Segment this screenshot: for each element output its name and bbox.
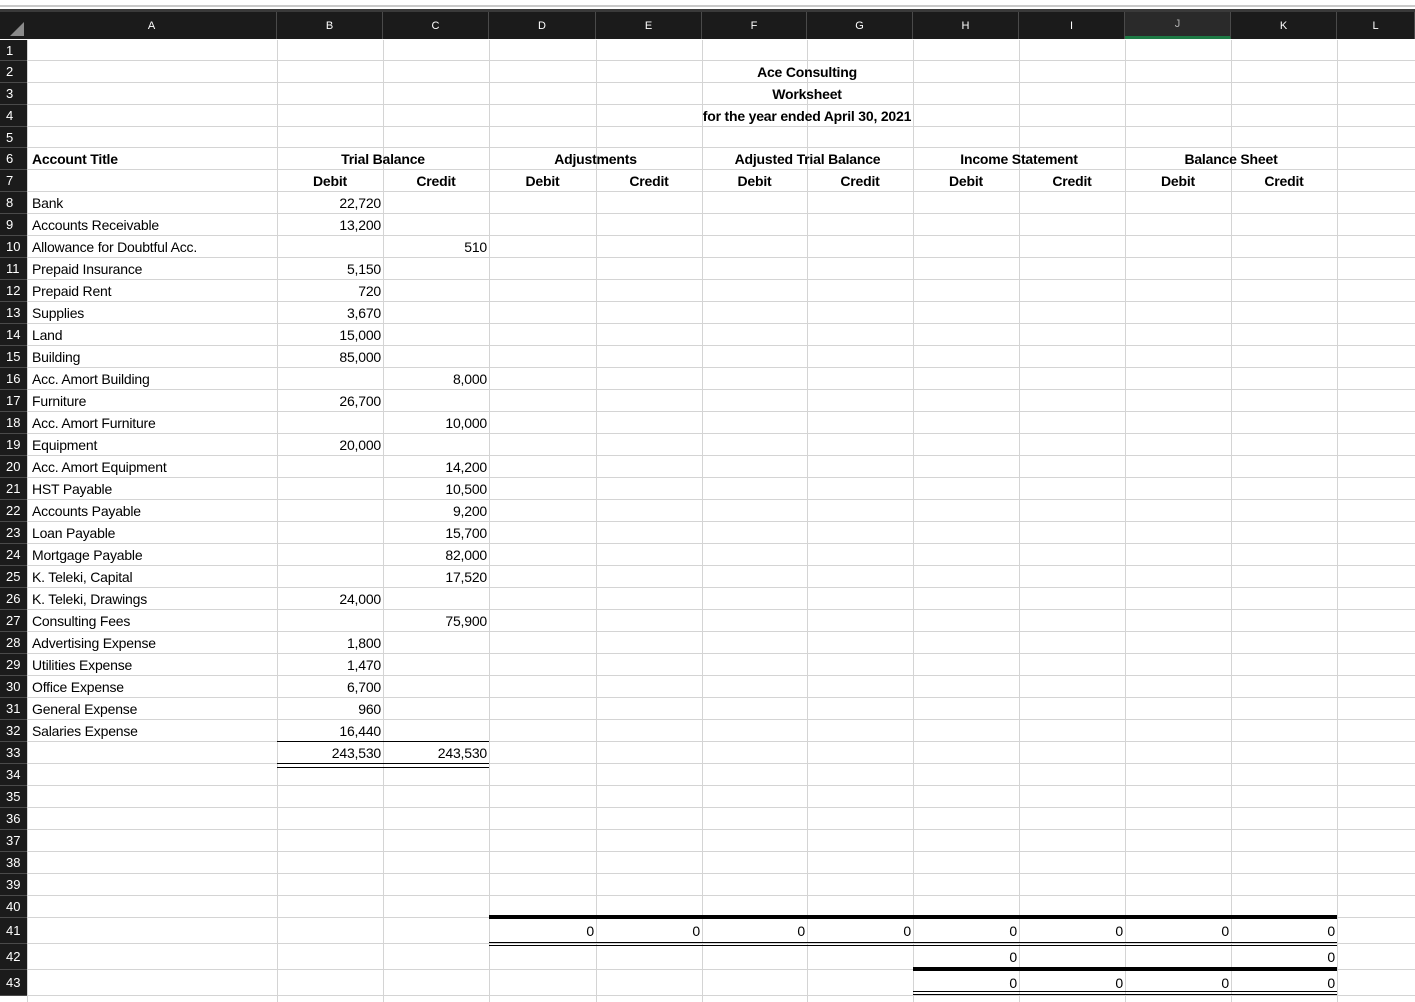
- row-header-11[interactable]: 11: [0, 258, 27, 280]
- account-title-cell[interactable]: Mortgage Payable: [32, 547, 143, 563]
- trial-balance-debit-cell[interactable]: 6,700: [346, 679, 381, 695]
- account-title-cell[interactable]: Accounts Payable: [32, 503, 141, 519]
- row-header-41[interactable]: 41: [0, 918, 27, 944]
- row41-value-cell[interactable]: 0: [1009, 923, 1017, 939]
- row-header-13[interactable]: 13: [0, 302, 27, 324]
- row-header-16[interactable]: 16: [0, 368, 27, 390]
- trial-balance-total-credit[interactable]: 243,530: [437, 745, 487, 761]
- trial-balance-credit-cell[interactable]: 10,000: [445, 415, 487, 431]
- column-header-l[interactable]: L: [1337, 12, 1415, 39]
- header-credit[interactable]: Credit: [416, 173, 456, 189]
- trial-balance-credit-cell[interactable]: 75,900: [445, 613, 487, 629]
- account-title-cell[interactable]: Loan Payable: [32, 525, 116, 541]
- column-header-k[interactable]: K: [1231, 12, 1337, 39]
- row-header-35[interactable]: 35: [0, 786, 27, 808]
- header-credit[interactable]: Credit: [1052, 173, 1092, 189]
- column-header-e[interactable]: E: [596, 12, 702, 39]
- trial-balance-credit-cell[interactable]: 9,200: [452, 503, 487, 519]
- row-header-14[interactable]: 14: [0, 324, 27, 346]
- row41-value-cell[interactable]: 0: [586, 923, 594, 939]
- trial-balance-debit-cell[interactable]: 24,000: [339, 591, 381, 607]
- trial-balance-debit-cell[interactable]: 20,000: [339, 437, 381, 453]
- grid-line-horizontal: [27, 851, 1415, 852]
- trial-balance-credit-cell[interactable]: 14,200: [445, 459, 487, 475]
- trial-balance-debit-cell[interactable]: 5,150: [346, 261, 381, 277]
- row41-value-cell[interactable]: 0: [1221, 923, 1229, 939]
- header-group-0[interactable]: Trial Balance: [341, 151, 425, 167]
- row-header-40[interactable]: 40: [0, 896, 27, 918]
- trial-balance-debit-cell[interactable]: 1,800: [346, 635, 381, 651]
- column-header-j[interactable]: J: [1125, 12, 1231, 39]
- account-title-cell[interactable]: Accounts Receivable: [32, 217, 159, 233]
- select-all-corner[interactable]: [0, 12, 28, 39]
- trial-balance-debit-cell[interactable]: 16,440: [339, 723, 381, 739]
- row43-thick-top-border: [913, 967, 1337, 971]
- account-title-cell[interactable]: Acc. Amort Equipment: [32, 459, 167, 475]
- row42-value-cell[interactable]: 0: [1327, 949, 1335, 965]
- column-header-b[interactable]: B: [277, 12, 383, 39]
- total-double-border-1: [277, 763, 489, 764]
- grid-line-horizontal: [27, 829, 1415, 830]
- trial-balance-credit-cell[interactable]: 17,520: [445, 569, 487, 585]
- total-top-border: [277, 741, 489, 742]
- account-title-cell[interactable]: Acc. Amort Furniture: [32, 415, 156, 431]
- grid-line-horizontal: [27, 873, 1415, 874]
- trial-balance-debit-cell[interactable]: 26,700: [339, 393, 381, 409]
- row-header-38[interactable]: 38: [0, 852, 27, 874]
- row41-double-border-2: [489, 945, 1337, 946]
- row-header-42[interactable]: 42: [0, 944, 27, 970]
- account-title-cell[interactable]: Allowance for Doubtful Acc.: [32, 239, 198, 255]
- title-period[interactable]: for the year ended April 30, 2021: [702, 108, 912, 124]
- row-header-26[interactable]: 26: [0, 588, 27, 610]
- trial-balance-credit-cell[interactable]: 82,000: [445, 547, 487, 563]
- row-header-24[interactable]: 24: [0, 544, 27, 566]
- account-title-cell[interactable]: Advertising Expense: [32, 635, 156, 651]
- trial-balance-debit-cell[interactable]: 3,670: [346, 305, 381, 321]
- header-debit[interactable]: Debit: [948, 173, 983, 189]
- row-header-2[interactable]: 2: [0, 61, 27, 83]
- account-title-cell[interactable]: K. Teleki, Capital: [32, 569, 133, 585]
- header-credit[interactable]: Credit: [1264, 173, 1304, 189]
- trial-balance-credit-cell[interactable]: 15,700: [445, 525, 487, 541]
- header-credit[interactable]: Credit: [840, 173, 880, 189]
- trial-balance-debit-cell[interactable]: 720: [358, 283, 381, 299]
- row-header-28[interactable]: 28: [0, 632, 27, 654]
- account-title-cell[interactable]: K. Teleki, Drawings: [32, 591, 147, 607]
- row-header-32[interactable]: 32: [0, 720, 27, 742]
- header-debit[interactable]: Debit: [312, 173, 347, 189]
- row-header-9[interactable]: 9: [0, 214, 27, 236]
- row41-thick-top-border: [489, 915, 1337, 919]
- column-header-f[interactable]: F: [702, 12, 807, 39]
- window-top-strip: [0, 0, 1415, 12]
- account-title-cell[interactable]: Office Expense: [32, 679, 124, 695]
- account-title-cell[interactable]: HST Payable: [32, 481, 113, 497]
- row43-value-cell[interactable]: 0: [1327, 975, 1335, 991]
- title-company[interactable]: Ace Consulting: [757, 64, 857, 80]
- trial-balance-debit-cell[interactable]: 1,470: [346, 657, 381, 673]
- row-header-20[interactable]: 20: [0, 456, 27, 478]
- row-header-4[interactable]: 4: [0, 105, 27, 127]
- column-header-h[interactable]: H: [913, 12, 1019, 39]
- row-header-34[interactable]: 34: [0, 764, 27, 786]
- row43-double-border-1: [913, 991, 1337, 992]
- trial-balance-credit-cell[interactable]: 8,000: [452, 371, 487, 387]
- row-header-30[interactable]: 30: [0, 676, 27, 698]
- trial-balance-debit-cell[interactable]: 960: [358, 701, 381, 717]
- row-header-3[interactable]: 3: [0, 83, 27, 105]
- row-header-6[interactable]: 6: [0, 148, 27, 170]
- row43-double-border-2: [913, 994, 1337, 995]
- header-group-3[interactable]: Income Statement: [960, 151, 1078, 167]
- row42-value-cell[interactable]: 0: [1009, 949, 1017, 965]
- header-credit[interactable]: Credit: [629, 173, 669, 189]
- column-header-g[interactable]: G: [807, 12, 913, 39]
- column-header-c[interactable]: C: [383, 12, 489, 39]
- grid-line-horizontal: [27, 807, 1415, 808]
- row41-value-cell[interactable]: 0: [1327, 923, 1335, 939]
- row41-value-cell[interactable]: 0: [1115, 923, 1123, 939]
- trial-balance-debit-cell[interactable]: 13,200: [339, 217, 381, 233]
- row-header-37[interactable]: 37: [0, 830, 27, 852]
- account-title-cell[interactable]: Acc. Amort Building: [32, 371, 150, 387]
- row-header-10[interactable]: 10: [0, 236, 27, 258]
- column-header-i[interactable]: I: [1019, 12, 1125, 39]
- row43-value-cell[interactable]: 0: [1221, 975, 1229, 991]
- row-header-22[interactable]: 22: [0, 500, 27, 522]
- header-debit[interactable]: Debit: [525, 173, 560, 189]
- row-header-12[interactable]: 12: [0, 280, 27, 302]
- column-header-a[interactable]: A: [27, 12, 277, 39]
- grid-line-horizontal: [27, 785, 1415, 786]
- trial-balance-total-debit[interactable]: 243,530: [331, 745, 381, 761]
- row41-value-cell[interactable]: 0: [797, 923, 805, 939]
- grid-line-horizontal: [27, 895, 1415, 896]
- row-header-7[interactable]: 7: [0, 170, 27, 192]
- row-header-33[interactable]: 33: [0, 742, 27, 764]
- header-account-title[interactable]: Account Title: [32, 151, 118, 167]
- trial-balance-debit-cell[interactable]: 15,000: [339, 327, 381, 343]
- row-header-15[interactable]: 15: [0, 346, 27, 368]
- row41-value-cell[interactable]: 0: [903, 923, 911, 939]
- row-header-1[interactable]: 1: [0, 40, 27, 61]
- row-header-25[interactable]: 25: [0, 566, 27, 588]
- account-title-cell[interactable]: Supplies: [32, 305, 85, 321]
- header-group-2[interactable]: Adjusted Trial Balance: [734, 151, 881, 167]
- header-debit[interactable]: Debit: [1160, 173, 1195, 189]
- row-header-31[interactable]: 31: [0, 698, 27, 720]
- account-title-cell[interactable]: Prepaid Rent: [32, 283, 112, 299]
- row41-double-border-1: [489, 942, 1337, 943]
- column-header-d[interactable]: D: [489, 12, 596, 39]
- account-title-cell[interactable]: Land: [32, 327, 63, 343]
- header-group-4[interactable]: Balance Sheet: [1184, 151, 1278, 167]
- account-title-cell[interactable]: Consulting Fees: [32, 613, 131, 629]
- row43-value-cell[interactable]: 0: [1115, 975, 1123, 991]
- account-title-cell[interactable]: Prepaid Insurance: [32, 261, 143, 277]
- row-header-39[interactable]: 39: [0, 874, 27, 896]
- row-header-8[interactable]: 8: [0, 192, 27, 214]
- title-report[interactable]: Worksheet: [772, 86, 842, 102]
- trial-balance-debit-cell[interactable]: 85,000: [339, 349, 381, 365]
- row43-value-cell[interactable]: 0: [1009, 975, 1017, 991]
- row41-value-cell[interactable]: 0: [692, 923, 700, 939]
- account-title-cell[interactable]: Furniture: [32, 393, 87, 409]
- trial-balance-debit-cell[interactable]: 22,720: [339, 195, 381, 211]
- trial-balance-credit-cell[interactable]: 10,500: [445, 481, 487, 497]
- row-header-5[interactable]: 5: [0, 127, 27, 148]
- row-header-18[interactable]: 18: [0, 412, 27, 434]
- total-double-border-2: [277, 767, 489, 768]
- account-title-cell[interactable]: General Expense: [32, 701, 138, 717]
- row-header-17[interactable]: 17: [0, 390, 27, 412]
- grid-line-horizontal: [27, 763, 1415, 764]
- account-title-cell[interactable]: Building: [32, 349, 81, 365]
- row-header-21[interactable]: 21: [0, 478, 27, 500]
- account-title-cell[interactable]: Utilities Expense: [32, 657, 133, 673]
- trial-balance-credit-cell[interactable]: 510: [464, 239, 487, 255]
- row-header-29[interactable]: 29: [0, 654, 27, 676]
- row-header-27[interactable]: 27: [0, 610, 27, 632]
- account-title-cell[interactable]: Salaries Expense: [32, 723, 138, 739]
- row-header-23[interactable]: 23: [0, 522, 27, 544]
- row-header-43[interactable]: 43: [0, 970, 27, 996]
- header-debit[interactable]: Debit: [737, 173, 772, 189]
- row-header-36[interactable]: 36: [0, 808, 27, 830]
- header-group-1[interactable]: Adjustments: [554, 151, 637, 167]
- account-title-cell[interactable]: Bank: [32, 195, 64, 211]
- row-header-19[interactable]: 19: [0, 434, 27, 456]
- account-title-cell[interactable]: Equipment: [32, 437, 98, 453]
